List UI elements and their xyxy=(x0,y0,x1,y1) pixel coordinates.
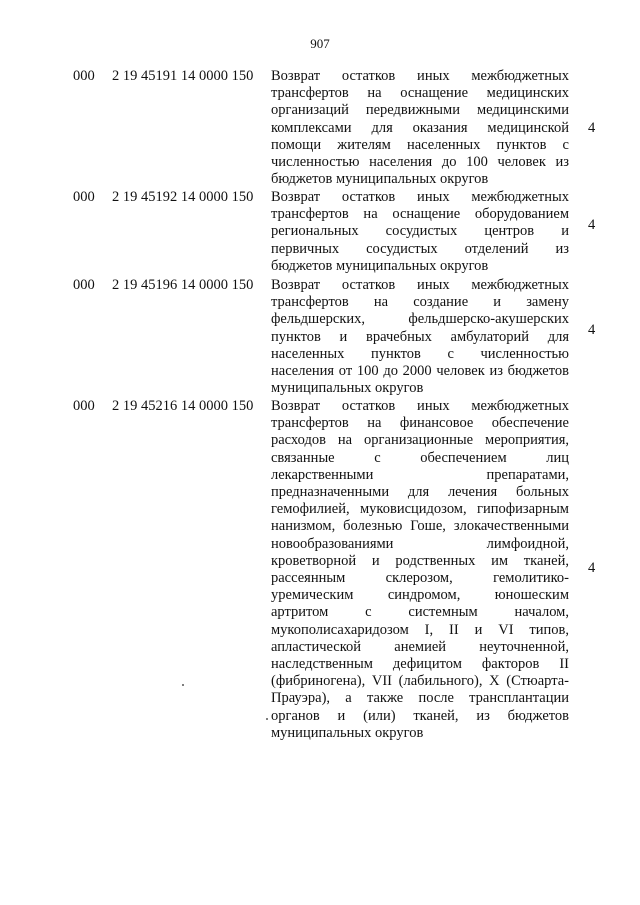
description-line: первичных сосудистых отделений из xyxy=(271,240,569,257)
admin-code: 000 xyxy=(73,68,95,84)
description-line: помощи жителям населенных пунктов с xyxy=(271,136,569,153)
description-line: артритом с системным началом, xyxy=(271,604,569,621)
description-line: Возврат остатков иных межбюджетных xyxy=(271,68,569,84)
description-line: лекарственными препаратами, xyxy=(271,466,569,483)
description-line: бюджетов муниципальных округов xyxy=(271,257,489,274)
scan-speck xyxy=(182,684,184,686)
table-row xyxy=(0,68,640,189)
description-line: численностью населения до 100 человек из xyxy=(271,154,569,171)
description-line: населенных пунктов с численностью xyxy=(271,345,569,362)
table-row xyxy=(0,277,640,398)
admin-code: 000 xyxy=(73,398,95,414)
description-line: Возврат остатков иных межбюджетных xyxy=(271,398,569,414)
description-line: трансфертов на создание и замену xyxy=(271,294,569,311)
description-line: органов и (или) тканей, из бюджетов xyxy=(271,707,569,724)
description-line: региональных сосудистых центров и xyxy=(271,223,569,240)
description-line: пунктов и врачебных амбулаторий для xyxy=(271,328,569,345)
description-line: Возврат остатков иных межбюджетных xyxy=(271,189,569,205)
description-line: трансфертов на оснащение медицинских xyxy=(271,85,569,102)
income-description xyxy=(271,398,569,742)
description-line: муниципальных округов xyxy=(271,380,424,397)
budget-classification-code: 2 19 45192 14 0000 150 xyxy=(112,189,254,205)
description-line: рассеянным склерозом, гемолитико- xyxy=(271,570,569,587)
admin-code: 000 xyxy=(73,189,95,205)
table-row xyxy=(0,398,640,742)
description-line: организаций передвижными медицинскими xyxy=(271,102,569,119)
description-line: расходов на организационные мероприятия, xyxy=(271,432,569,449)
scan-speck xyxy=(266,718,268,720)
description-line: комплексами для оказания медицинской xyxy=(271,119,569,136)
description-line: уремическим синдромом, юношеским xyxy=(271,587,569,604)
description-line: (фибриногена), VII (лабильного), X (Стюарта- xyxy=(271,673,569,690)
budget-code-table xyxy=(0,68,640,742)
normative-value: 4 xyxy=(588,560,596,576)
budget-classification-code: 2 19 45196 14 0000 150 xyxy=(112,277,254,293)
description-line: Возврат остатков иных межбюджетных xyxy=(271,277,569,293)
normative-value: 4 xyxy=(588,217,596,233)
budget-classification-code: 2 19 45216 14 0000 150 xyxy=(112,398,254,414)
description-line: предназначенными для лечения больных xyxy=(271,484,569,501)
budget-classification-code: 2 19 45191 14 0000 150 xyxy=(112,68,254,84)
normative-value: 4 xyxy=(588,322,596,338)
table-row xyxy=(0,189,640,277)
description-line: бюджетов муниципальных округов xyxy=(271,171,489,188)
description-line: наследственным дефицитом факторов II xyxy=(271,656,569,673)
description-line: Прауэра), а также после трансплантации xyxy=(271,690,569,707)
income-description xyxy=(271,68,569,188)
description-line: апластической анемией неуточненной, xyxy=(271,638,569,655)
description-line: муниципальных округов xyxy=(271,724,424,741)
description-line: гемофилией, муковисцидозом, гипофизарным xyxy=(271,501,569,518)
description-line: трансфертов на финансовое обеспечение xyxy=(271,415,569,432)
description-line: фельдшерских, фельдшерско-акушерских xyxy=(271,311,569,328)
description-line: связанные с обеспечением лиц xyxy=(271,449,569,466)
description-line: нанизмом, болезнью Гоше, злокачественными xyxy=(271,518,569,535)
normative-value: 4 xyxy=(588,120,596,136)
page-number: 907 xyxy=(310,36,330,51)
description-line: мукополисахаридозом I, II и VI типов, xyxy=(271,621,569,638)
admin-code: 000 xyxy=(73,277,95,293)
income-description xyxy=(271,189,569,275)
income-description xyxy=(271,277,569,397)
description-line: населения от 100 до 2000 человек из бюджетов xyxy=(271,363,569,380)
description-line: кроветворной и родственных им тканей, xyxy=(271,552,569,569)
description-line: новообразованиями лимфоидной, xyxy=(271,535,569,552)
description-line: трансфертов на оснащение оборудованием xyxy=(271,206,569,223)
